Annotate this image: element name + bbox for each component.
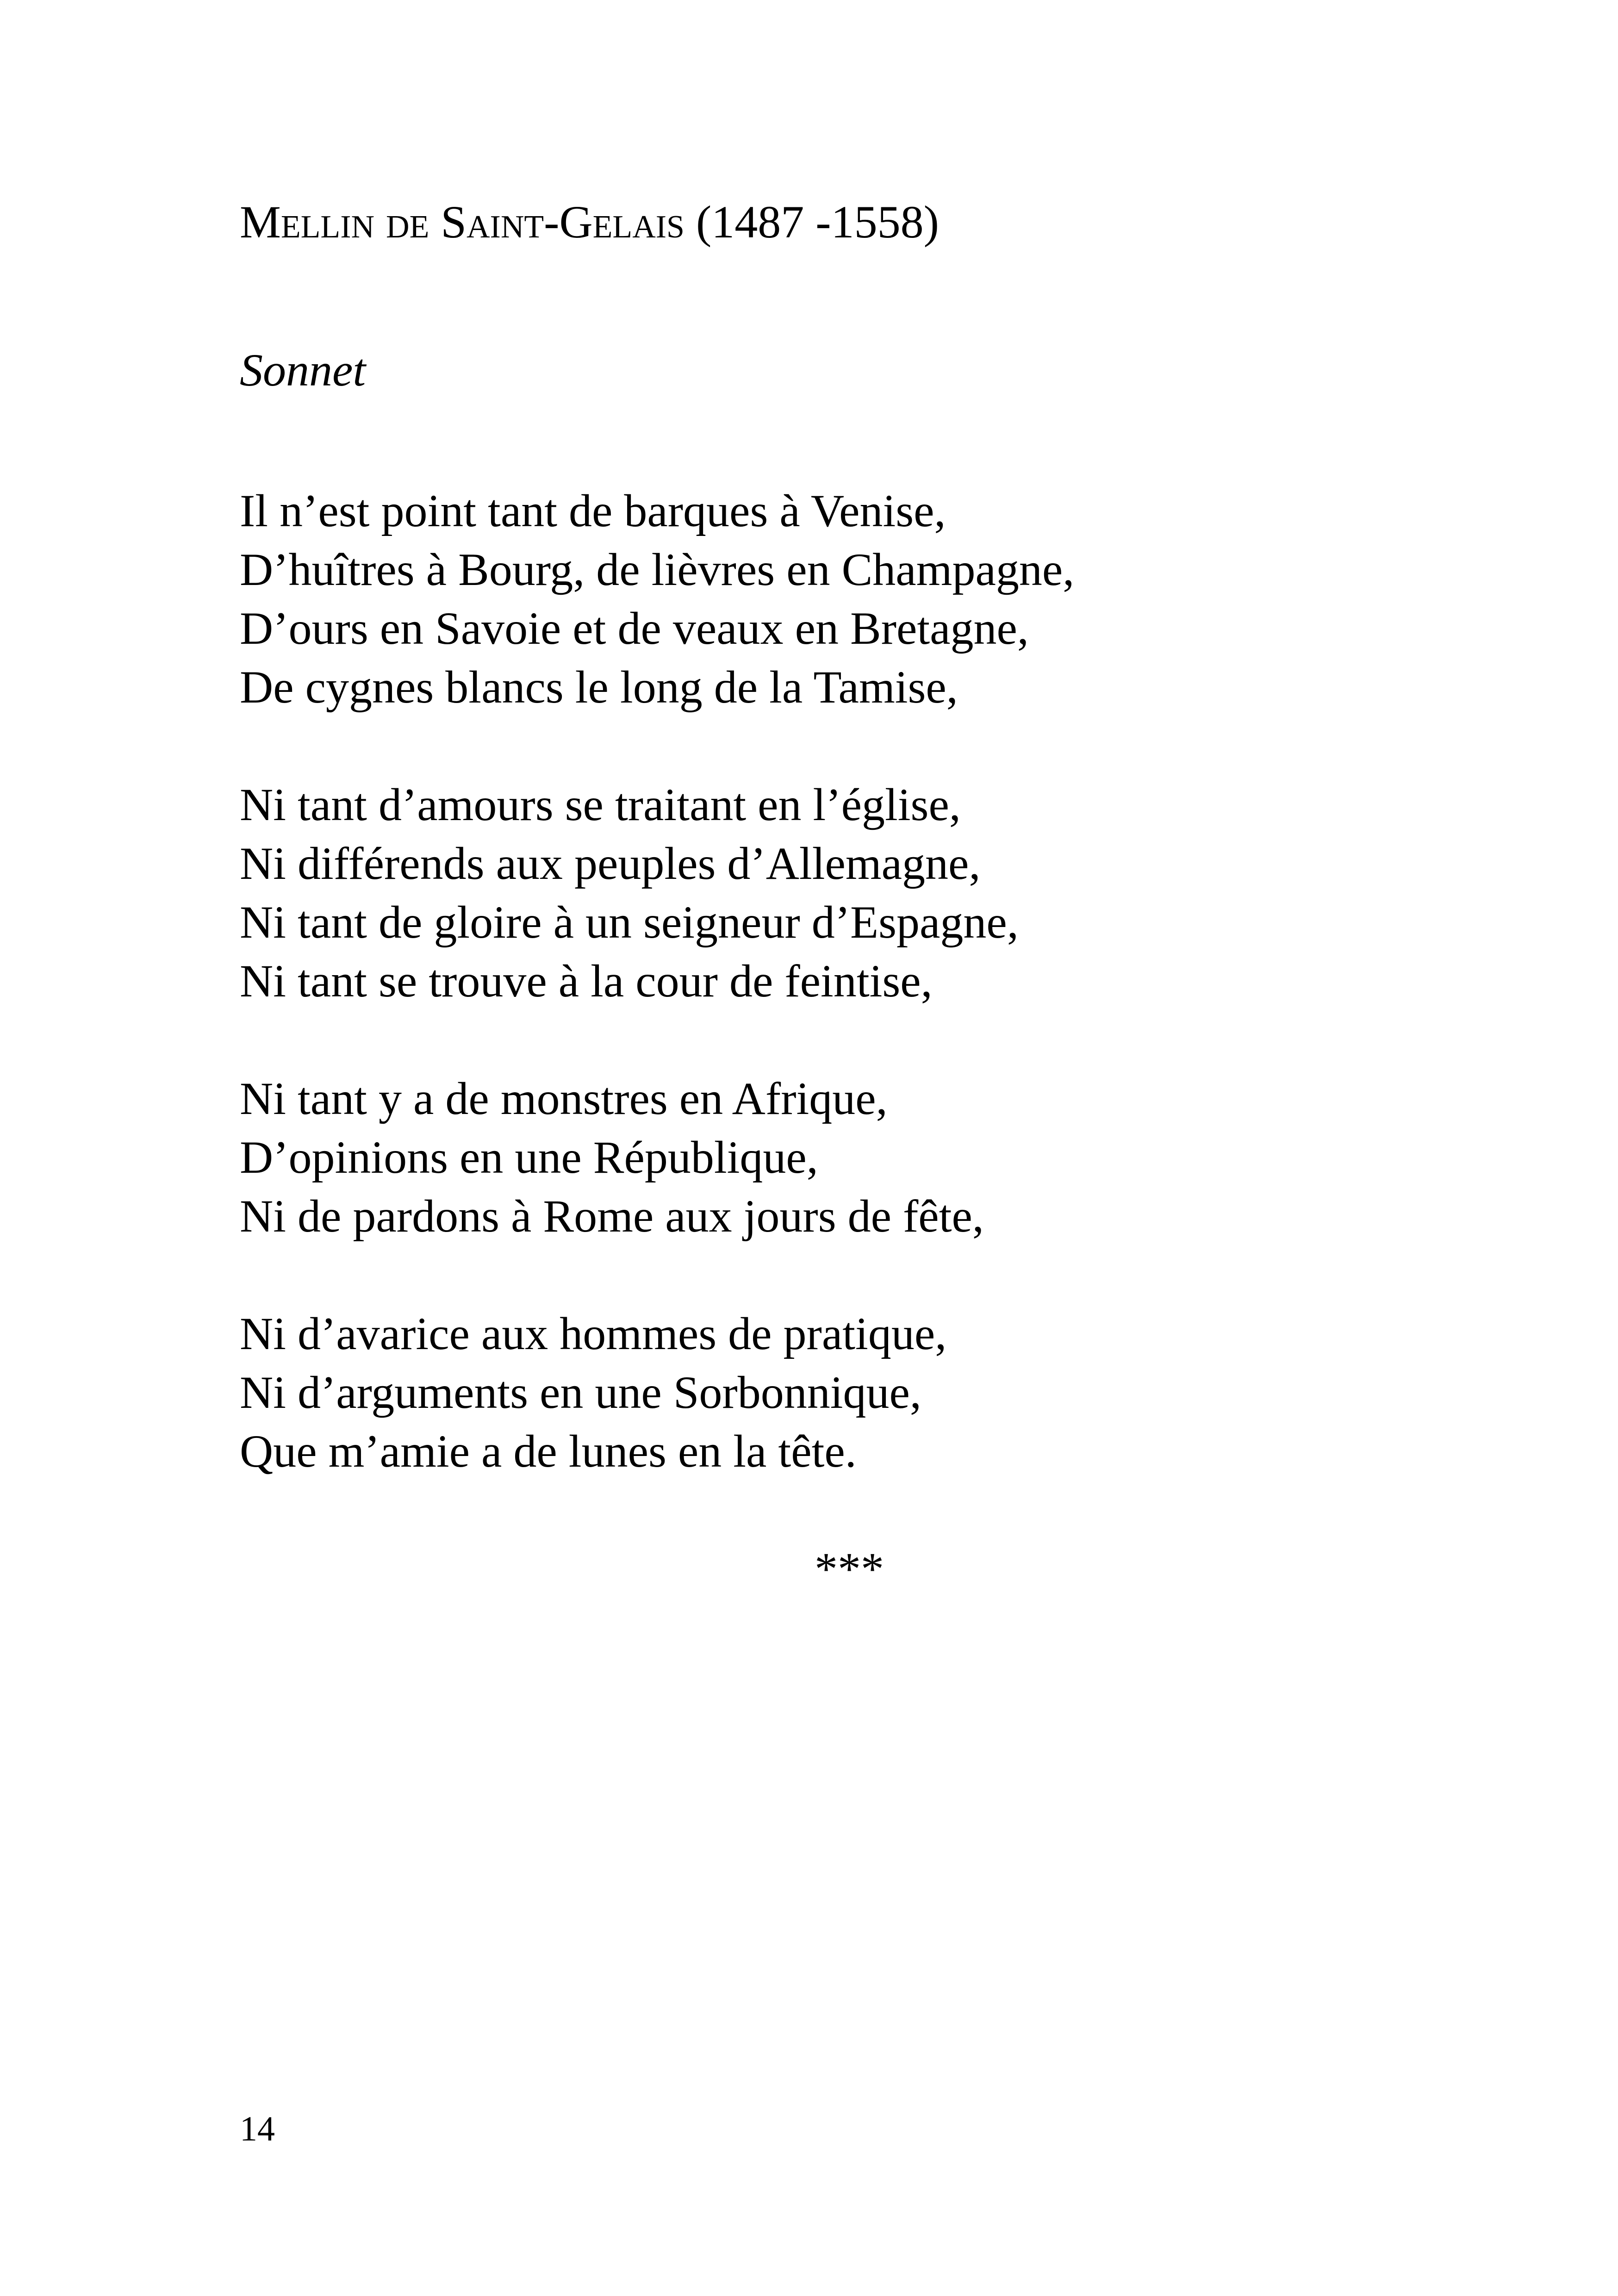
stanza-3	[240, 1069, 1074, 1245]
poem-line: Ni tant se trouve à la cour de feintise,	[240, 955, 933, 1007]
page-number: 14	[240, 2109, 275, 2148]
stanza-2	[240, 775, 1074, 1010]
poem-line: D’opinions en une République,	[240, 1132, 818, 1183]
poem-line: Ni tant d’amours se traitant en l’église,	[240, 779, 961, 830]
poem-line: Ni tant de gloire à un seigneur d’Espagne,	[240, 896, 1019, 948]
poem-body	[240, 481, 1074, 1481]
poem-line: Il n’est point tant de barques à Venise,	[240, 485, 946, 536]
poem-line: Ni d’arguments en une Sorbonnique,	[240, 1367, 921, 1418]
section-ornament: ***	[815, 1543, 884, 1594]
stanza-1	[240, 481, 1074, 716]
poem-line: De cygnes blancs le long de la Tamise,	[240, 661, 958, 713]
poem-line: Ni tant y a de monstres en Afrique,	[240, 1073, 888, 1124]
poem-line: D’ours en Savoie et de veaux en Bretagne,	[240, 603, 1029, 654]
stanza-4	[240, 1304, 1074, 1481]
author-heading	[240, 194, 939, 250]
poem-title: Sonnet	[240, 344, 366, 396]
author-name: Mellin de Saint-Gelais	[240, 196, 685, 248]
poem-line: Que m’amie a de lunes en la tête.	[240, 1425, 857, 1477]
poem-line: Ni de pardons à Rome aux jours de fête,	[240, 1190, 984, 1242]
poem-line: Ni différends aux peuples d’Allemagne,	[240, 838, 981, 889]
poem-line: D’huîtres à Bourg, de lièvres en Champagne,	[240, 544, 1075, 595]
author-dates: (1487 -1558)	[696, 196, 939, 248]
poem-line: Ni d’avarice aux hommes de pratique,	[240, 1308, 947, 1359]
